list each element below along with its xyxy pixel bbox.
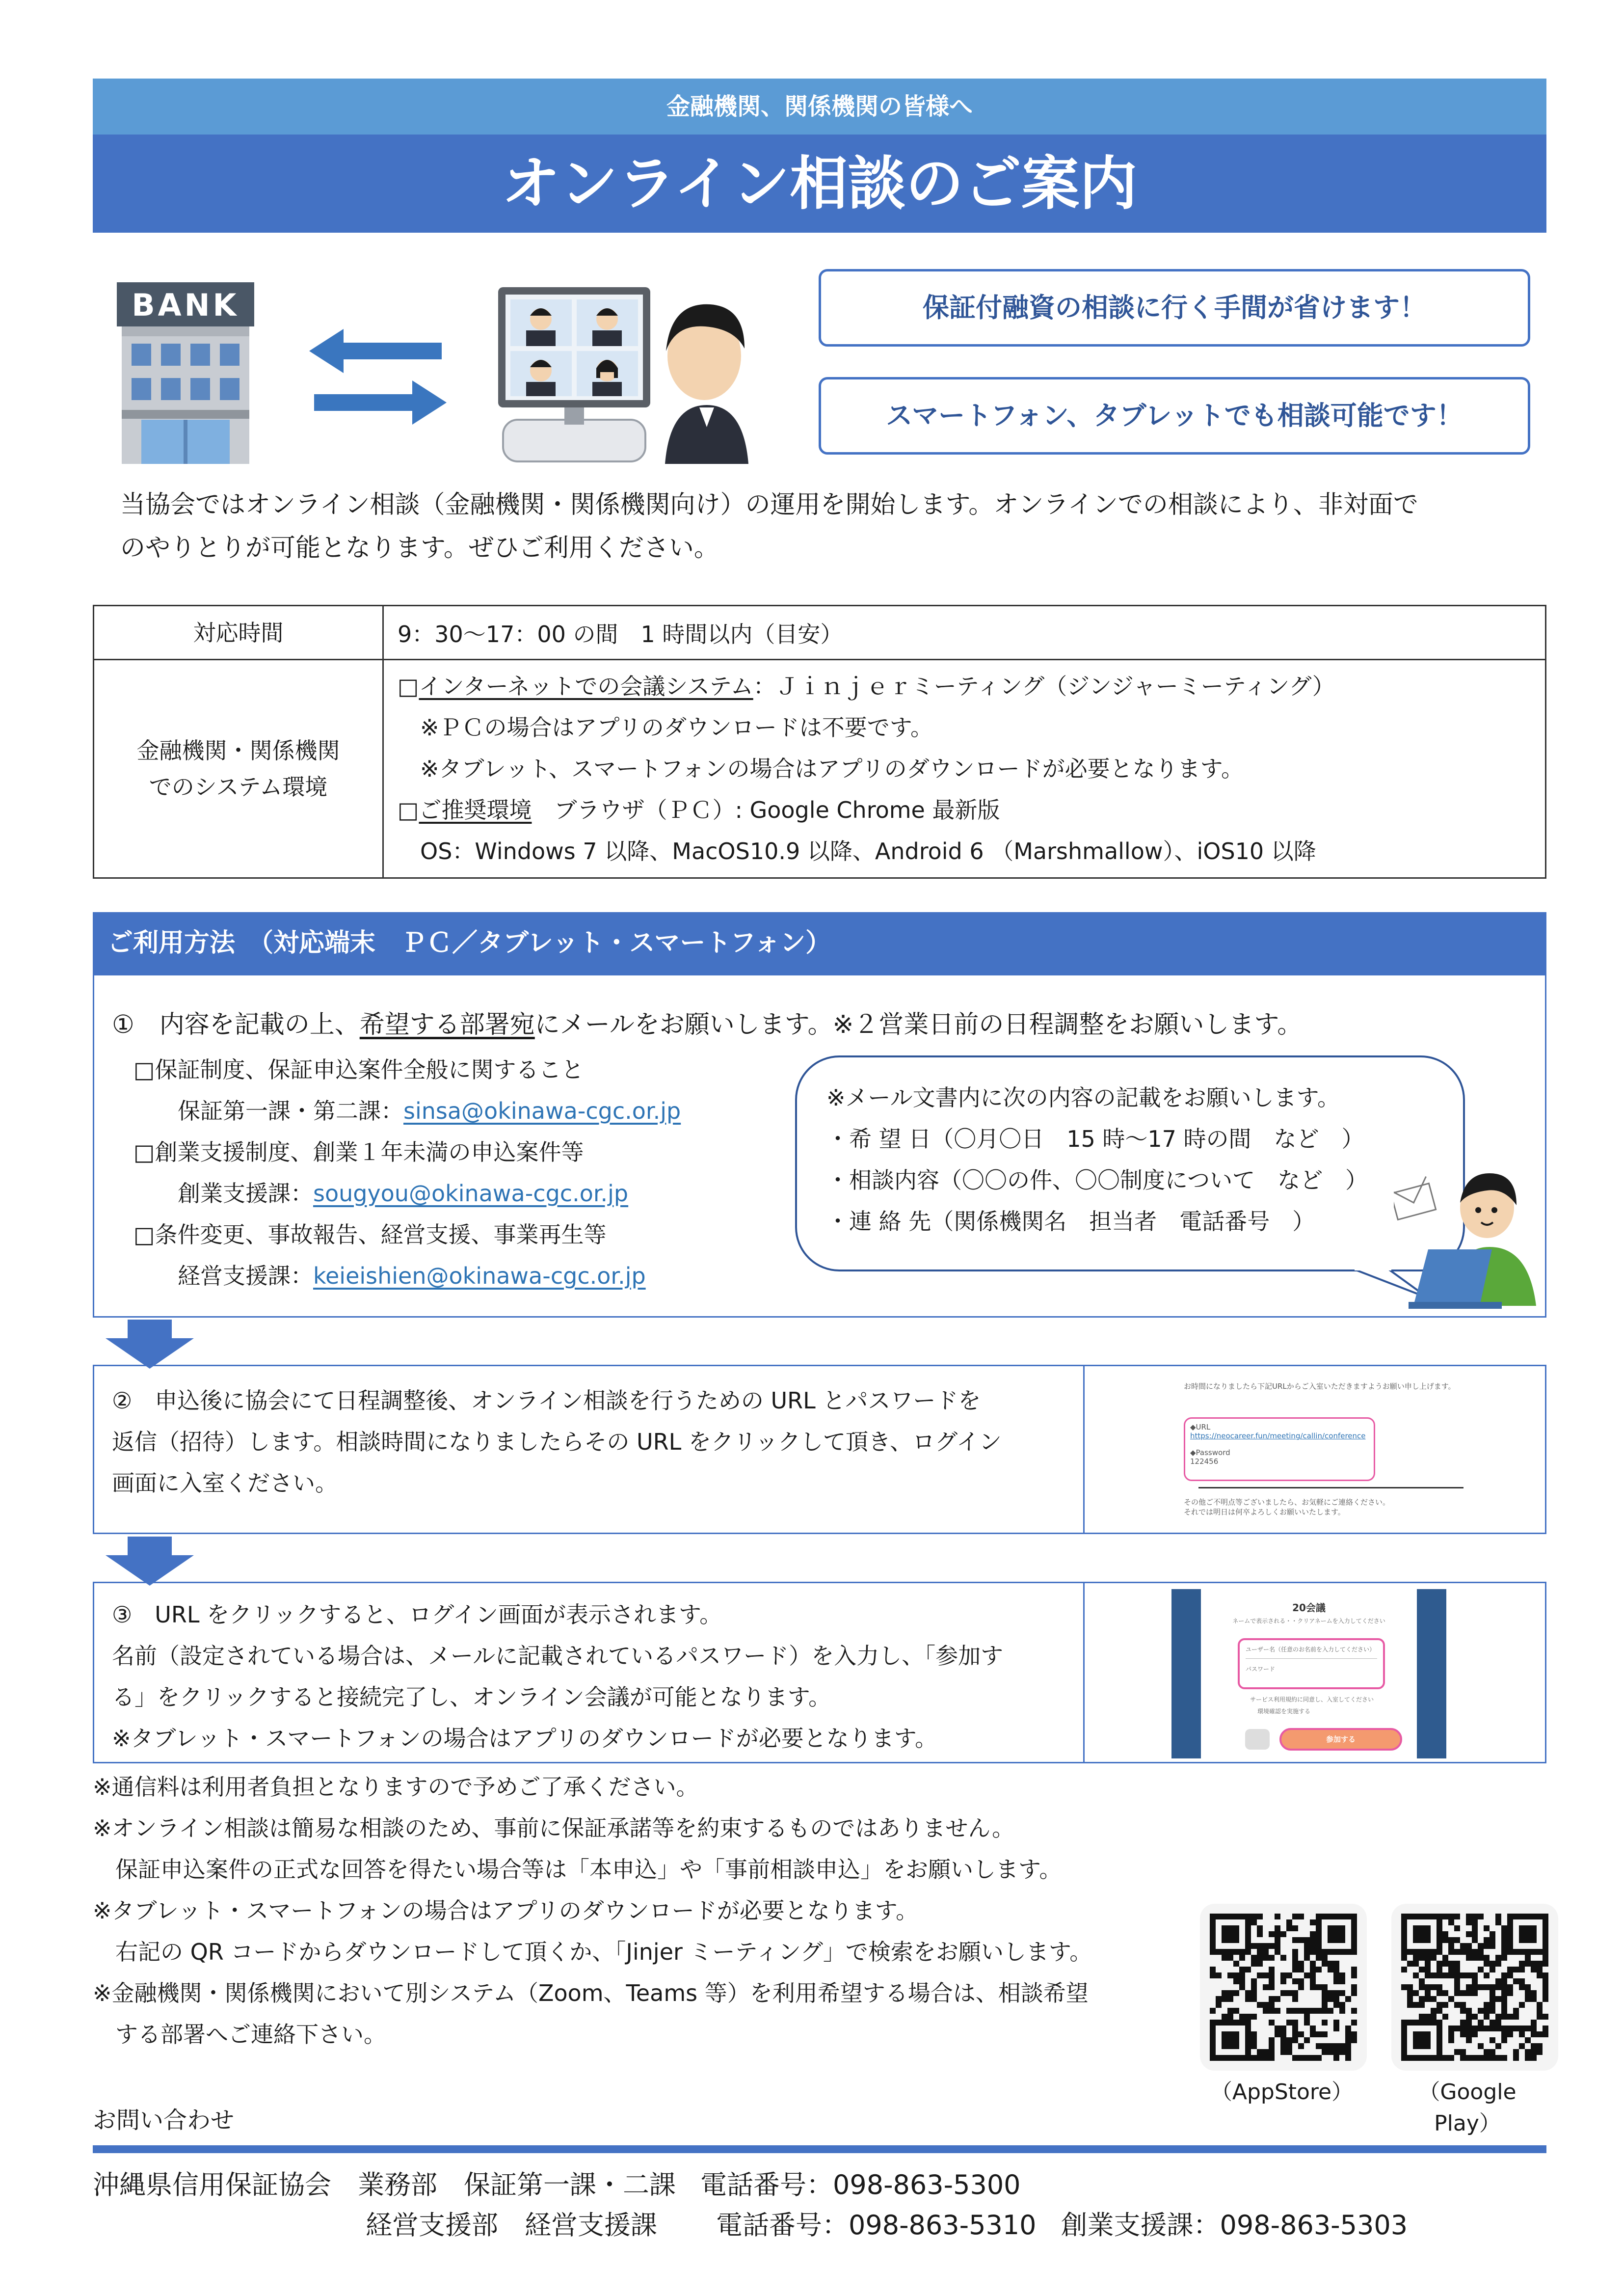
info-table: [93, 605, 1546, 879]
step3-line: ③ URL をクリックすると、ログイン画面が表示されます。: [112, 1601, 722, 1628]
contact-heading: お問い合わせ: [93, 2107, 235, 2134]
bank-sign: BANK: [132, 287, 239, 323]
bubble-title: ※メール文書内に次の内容の記載をお願いします。: [826, 1084, 1340, 1111]
login-screenshot: [1171, 1589, 1446, 1758]
step3-line: ※タブレット・スマートフォンの場合はアプリのダウンロードが必要となります。: [112, 1725, 938, 1752]
shot-foot-2: それでは明日は何卒よろしくお願いいたします。: [1184, 1508, 1345, 1516]
shot-underline: [1198, 1487, 1463, 1488]
dept-name: 保証第一課・第二課：: [178, 1098, 403, 1124]
step2-divider: [1083, 1366, 1085, 1533]
shot-url: https://neocareer.fun/meeting/callin/conference: [1190, 1432, 1366, 1440]
usage-heading: ご利用方法 （対応端末 ＰＣ／タブレット・スマートフォン）: [93, 912, 1546, 974]
step3-line: 名前（設定されている場合は、メールに記載されているパスワード）を入力し、「参加す: [112, 1643, 1004, 1669]
note-line: ※タブレット・スマートフォンの場合はアプリのダウンロードが必要となります。: [93, 1897, 919, 1924]
bubble-item: ・相談内容（〇〇の件、〇〇制度について など ）: [826, 1167, 1368, 1193]
flow-arrow-icon: [106, 1537, 194, 1586]
step3-text: [112, 1594, 1003, 1759]
shot-url-label: ◆URL: [1190, 1423, 1211, 1432]
shot-mic-button: [1245, 1729, 1270, 1750]
video-meeting-illustration: [483, 282, 748, 464]
contact-tel-2: 電話番号：098-863-5310: [716, 2210, 1037, 2241]
shot-side-right: [1417, 1589, 1446, 1758]
shot-check: 環境確認を実施する: [1257, 1708, 1311, 1715]
dept-name: 経営支援課：: [178, 1263, 313, 1289]
hours-label: 対応時間: [94, 606, 383, 660]
note-line: 右記の QR コードからダウンロードして頂くか、「Jinjer ミーティング」で検索をお願いします。: [93, 1939, 1092, 1965]
note-line: 保証申込案件の正式な回答を得たい場合等は「本申込」や「事前相談申込」をお願いします。: [93, 1856, 1062, 1883]
person-laptop-illustration: [1394, 1163, 1541, 1313]
note-tablet: ※タブレット、スマートフォンの場合はアプリのダウンロードが必要となります。: [420, 756, 1244, 782]
intro-text: [120, 484, 1543, 570]
qr-googleplay-label: （Google Play）: [1418, 2080, 1517, 2136]
contact-line-2: [366, 2204, 1408, 2242]
env-label: [94, 660, 383, 878]
invite-email-screenshot: [1105, 1376, 1527, 1523]
env-value: [383, 660, 1546, 878]
rec-value: ブラウザ（ＰＣ）: Google Chrome 最新版: [532, 797, 1000, 823]
sys-value: ：Ｊｉｎｊｅｒミーティング（ジンジャーミーティング）: [753, 673, 1335, 700]
step1-intro-a: ① 内容を記載の上、: [112, 1010, 360, 1039]
dept-list: [133, 1049, 681, 1297]
qr-googleplay[interactable]: [1391, 1904, 1558, 2071]
qr-appstore-label: （AppStore）: [1210, 2080, 1354, 2105]
email-link-keieishien[interactable]: keieishien@okinawa-cgc.or.jp: [313, 1263, 646, 1289]
bank-illustration: [112, 282, 259, 464]
env-label-line: でのシステム環境: [149, 774, 328, 800]
sys-title: インターネットでの会議システム: [419, 673, 753, 700]
note-line: する部署へご連絡下さい。: [93, 2021, 386, 2048]
bubble-item: ・希 望 日（〇月〇日 15 時～17 時の間 など ）: [826, 1126, 1364, 1152]
shot-side-left: [1171, 1589, 1201, 1758]
shot-title: 20会議: [1292, 1602, 1326, 1614]
contact-rule: [93, 2145, 1546, 2153]
dept-category: □保証制度、保証申込案件全般に関すること: [133, 1056, 584, 1083]
rec-prefix: □: [398, 797, 419, 823]
dept-category: □条件変更、事故報告、経営支援、事業再生等: [133, 1221, 607, 1248]
email-link-sinsa[interactable]: sinsa@okinawa-cgc.or.jp: [403, 1098, 681, 1124]
header-subtitle: 金融機関、関係機関の皆様へ: [93, 79, 1546, 135]
shot-pw-placeholder: パスワード: [1246, 1666, 1276, 1673]
sys-prefix: □: [398, 673, 419, 700]
step2-line: 画面に入室ください。: [112, 1470, 338, 1496]
page-title: オンライン相談のご案内: [93, 135, 1546, 233]
intro-line: のやりとりが可能となります。ぜひご利用ください。: [120, 534, 719, 563]
highlight-mobile-ok: スマートフォン、タブレットでも相談可能です！: [819, 377, 1530, 455]
contact-line-1: [93, 2164, 1021, 2202]
contact-tel-1: 電話番号：098-863-5300: [700, 2169, 1021, 2200]
bubble-item: ・連 絡 先（関係機関名 担当者 電話番号 ）: [826, 1208, 1315, 1235]
env-label-line: 金融機関・関係機関: [136, 737, 340, 764]
contact-tel-3: 創業支援課：098-863-5303: [1061, 2210, 1408, 2241]
step1-intro-target: 希望する部署宛: [359, 1010, 535, 1039]
exchange-arrows-icon: [309, 329, 447, 429]
os-value: OS：Windows 7 以降、MacOS10.9 以降、Android 6 （Marshmallow）、iOS10 以降: [420, 838, 1316, 864]
contact-org-2: 経営支援部 経営支援課: [366, 2210, 657, 2241]
notes-block: [93, 1766, 1197, 2055]
hours-value: 9：30～17：00 の間 1 時間以内（目安）: [383, 606, 1546, 660]
shot-foot-1: その他ご不明点等ございましたら、お気軽にご連絡ください。: [1184, 1498, 1390, 1507]
shot-subtitle: ネームで表示される・・クリアネームを入力してください: [1232, 1618, 1385, 1624]
step2-line: 返信（招待）します。相談時間になりましたらその URL をクリックして頂き、ログイン: [112, 1429, 1002, 1455]
shot-top-text: お時間になりましたら下記URLからご入室いただきますようお願い申し上げます。: [1184, 1382, 1456, 1391]
note-line: ※金融機関・関係機関において別システム（Zoom、Teams 等）を利用希望する場合は、相談希望: [93, 1980, 1089, 2006]
note-line: ※通信料は利用者負担となりますので予めご了承ください。: [93, 1774, 699, 1800]
note-pc: ※ＰＣの場合はアプリのダウンロードは不要です。: [420, 714, 933, 741]
step1-intro-c: にメールをお願いします。※２営業日前の日程調整をお願いします。: [534, 1010, 1303, 1039]
step3-divider: [1083, 1583, 1085, 1762]
flow-arrow-icon: [106, 1320, 194, 1369]
note-line: ※オンライン相談は簡易な相談のため、事前に保証承諾等を約束するものではありません。: [93, 1815, 1015, 1841]
rec-title: ご推奨環境: [419, 797, 532, 823]
shot-join-button: 参加する: [1279, 1728, 1402, 1751]
shot-url-frame: [1184, 1417, 1375, 1481]
dept-category: □創業支援制度、創業１年未満の申込案件等: [133, 1139, 584, 1165]
step2-text: [112, 1380, 1002, 1504]
shot-pw-label: ◆Password: [1190, 1448, 1230, 1457]
contact-org-1: 沖縄県信用保証協会 業務部 保証第一課・二課: [93, 2169, 676, 2200]
step3-box: [93, 1582, 1546, 1763]
shot-pw: 122456: [1190, 1457, 1219, 1466]
highlight-no-visit: 保証付融資の相談に行く手間が省けます！: [819, 269, 1530, 347]
intro-line: 当協会ではオンライン相談（金融機関・関係機関向け）の運用を開始します。オンラインでの相談により、非対面で: [120, 490, 1418, 519]
dept-name: 創業支援課：: [178, 1180, 313, 1207]
shot-input-frame: [1238, 1638, 1385, 1689]
email-link-sougyou[interactable]: sougyou@okinawa-cgc.or.jp: [313, 1180, 629, 1207]
step1-intro: [112, 1004, 1302, 1040]
step2-line: ② 申込後に協会にて日程調整後、オンライン相談を行うための URL とパスワードを: [112, 1387, 981, 1414]
step3-line: る」をクリックすると接続完了し、オンライン会議が可能となります。: [112, 1684, 831, 1710]
qr-appstore[interactable]: [1200, 1904, 1367, 2071]
step2-box: [93, 1365, 1546, 1534]
shot-name-placeholder: ユーザー名（任意のお名前を入力してください）: [1246, 1645, 1377, 1659]
email-content-bubble: [795, 1055, 1465, 1271]
shot-terms: サービス利用規約に同意し、入室してください: [1250, 1696, 1374, 1703]
